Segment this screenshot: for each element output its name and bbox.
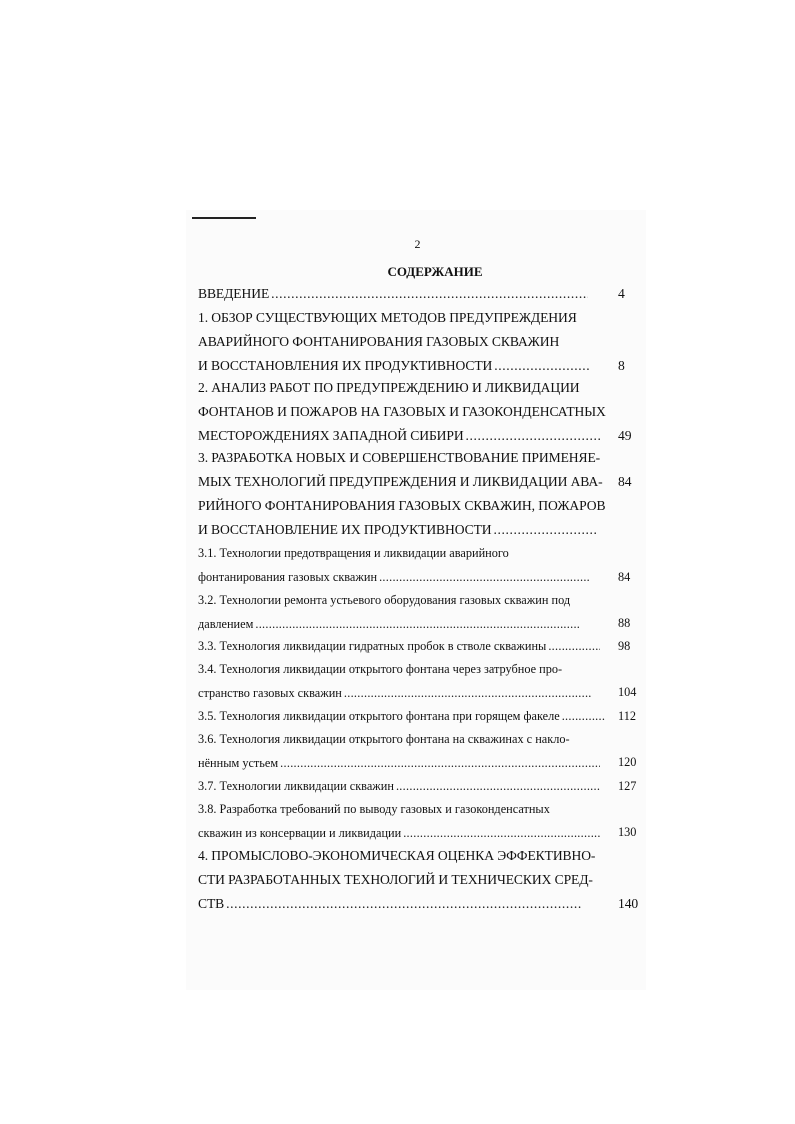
toc-entry-chapter-4[interactable] [198, 848, 639, 912]
toc-entry-text: странство газовых скважин [198, 686, 342, 700]
leader-dots [280, 756, 600, 771]
toc-entry-text: 3.6. Технология ликвидации открытого фонтана на скважинах с накло- [198, 732, 570, 746]
toc-entry-text: 3. РАЗРАБОТКА НОВЫХ И СОВЕРШЕНСТВОВАНИЕ ПРИМЕНЯЕ- [198, 450, 601, 465]
toc-entry-text: давлением [198, 617, 254, 631]
toc-entry-text: ВВЕДЕНИЕ [198, 286, 270, 301]
toc-entry-section-3-2[interactable] [198, 593, 636, 632]
toc-page-number: 84 [618, 474, 632, 489]
leader-dots [226, 896, 582, 912]
page-number: 2 [414, 237, 421, 251]
leader-dots [379, 570, 590, 585]
toc-entry-text: 3.2. Технологии ремонта устьевого оборудования газовых скважин под [198, 593, 571, 607]
toc-entry-text: 3.7. Технологии ликвидации скважин [198, 779, 394, 793]
toc-entry-text: 2. АНАЛИЗ РАБОТ ПО ПРЕДУПРЕЖДЕНИЮ И ЛИКВИДАЦИИ [198, 380, 580, 395]
toc-page-number: 98 [618, 639, 631, 653]
toc-entry-text: 1. ОБЗОР СУЩЕСТВУЮЩИХ МЕТОДОВ ПРЕДУПРЕЖДЕНИЯ [198, 310, 577, 325]
toc-entry-text: нённым устьем [198, 756, 279, 770]
toc-page-number: 140 [618, 896, 639, 911]
toc-entry-text: 3.5. Технология ликвидации открытого фонтана при горящем факеле [198, 709, 560, 723]
toc-page-number: 120 [618, 755, 637, 769]
toc-entry-chapter-3[interactable] [198, 450, 636, 538]
toc-page-number: 88 [618, 616, 631, 630]
toc-entry-introduction[interactable] [198, 286, 636, 302]
toc-entry-section-3-3[interactable] [198, 639, 636, 654]
leader-dots [344, 686, 592, 701]
toc-entry-text: АВАРИЙНОГО ФОНТАНИРОВАНИЯ ГАЗОВЫХ СКВАЖИН [198, 334, 560, 349]
toc-entry-section-3-6[interactable] [198, 732, 636, 771]
leader-dots [271, 286, 588, 302]
leader-dots [494, 358, 590, 374]
toc-page-number: 8 [618, 358, 625, 373]
leader-dots [562, 709, 606, 724]
toc-entry-text: И ВОССТАНОВЛЕНИЕ ИХ ПРОДУКТИВНОСТИ [198, 522, 492, 537]
leader-dots [466, 428, 601, 444]
toc-entry-section-3-8[interactable] [198, 802, 636, 841]
toc-page-number: 127 [618, 779, 637, 793]
toc-entry-text: РИЙНОГО ФОНТАНИРОВАНИЯ ГАЗОВЫХ СКВАЖИН, ПОЖАРОВ [198, 498, 606, 513]
toc-entry-section-3-7[interactable] [198, 779, 636, 794]
toc-entry-section-3-1[interactable] [198, 546, 636, 585]
toc-page-number: 104 [618, 685, 637, 699]
toc-entry-text: скважин из консервации и ликвидации [198, 826, 402, 840]
toc-entry-text: МЫХ ТЕХНОЛОГИЙ ПРЕДУПРЕЖДЕНИЯ И ЛИКВИДАЦИИ АВА- [198, 474, 603, 489]
toc-entry-text: 3.3. Технология ликвидации гидратных пробок в стволе скважины [198, 639, 547, 653]
top-rule [192, 217, 256, 219]
leader-dots [255, 617, 580, 632]
toc-entry-chapter-2[interactable] [198, 380, 636, 444]
toc-page-number: 84 [618, 570, 631, 584]
leader-dots [403, 826, 600, 841]
toc-entry-text: МЕСТОРОЖДЕНИЯХ ЗАПАДНОЙ СИБИРИ [198, 428, 464, 443]
toc-page-number: 4 [618, 286, 625, 301]
toc-entry-text: 3.8. Разработка требований по выводу газовых и газоконденсатных [198, 802, 550, 816]
toc-entry-section-3-4[interactable] [198, 662, 636, 701]
toc-entry-chapter-1[interactable] [198, 310, 636, 374]
toc-entry-text: И ВОССТАНОВЛЕНИЯ ИХ ПРОДУКТИВНОСТИ [198, 358, 493, 373]
toc-entry-text: 3.1. Технологии предотвращения и ликвидации аварийного [198, 546, 509, 560]
toc-entry-text: СТВ [198, 896, 225, 911]
toc-entry-section-3-5[interactable] [198, 709, 636, 724]
toc-entry-text: СТИ РАЗРАБОТАННЫХ ТЕХНОЛОГИЙ И ТЕХНИЧЕСКИХ СРЕД- [198, 872, 593, 887]
toc-entry-text: 4. ПРОМЫСЛОВО-ЭКОНОМИЧЕСКАЯ ОЦЕНКА ЭФФЕКТИВНО- [198, 848, 596, 863]
toc-title: СОДЕРЖАНИЕ [387, 264, 483, 279]
leader-dots [396, 779, 600, 794]
toc-entry-text: ФОНТАНОВ И ПОЖАРОВ НА ГАЗОВЫХ И ГАЗОКОНДЕНСАТНЫХ [198, 404, 606, 419]
toc-entry-text: 3.4. Технология ликвидации открытого фонтана через затрубное про- [198, 662, 563, 676]
toc-page-number: 130 [618, 825, 637, 839]
leader-dots [548, 639, 600, 654]
leader-dots [494, 522, 598, 538]
toc-page-number: 112 [618, 709, 636, 723]
toc-page-number: 49 [618, 428, 632, 443]
toc-entry-text: фонтанирования газовых скважин [198, 570, 378, 584]
